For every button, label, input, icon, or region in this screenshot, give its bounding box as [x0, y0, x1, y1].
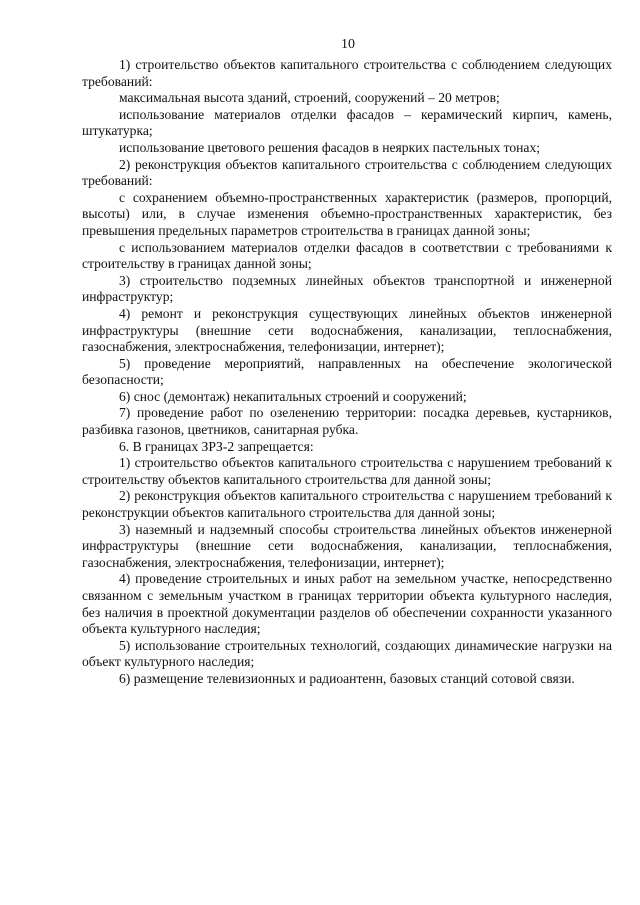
paragraph: с сохранением объемно-пространственных характеристик (размеров, пропорций, высоты) или, в случае изменения объемно-пространственных характеристик, без превышения предельных параметров строительства в границах данной зоны;	[82, 189, 612, 238]
paragraph: 1) строительство объектов капитального строительства с нарушением требований к строительству объектов капитального строительства для данной зоны;	[82, 455, 612, 487]
page-number: 10	[341, 37, 355, 52]
paragraph: 2) реконструкция объектов капитального строительства с соблюдением следующих требований:	[82, 156, 612, 189]
paragraph: использование материалов отделки фасадов – керамический кирпич, камень, штукатурка;	[82, 106, 612, 139]
paragraph: 2) реконструкция объектов капитального строительства с нарушением требований к реконструкции объектов капитального строительства для данной зоны;	[82, 488, 612, 521]
paragraph: 5) использование строительных технологий, создающих динамические нагрузки на объект культурного наследия;	[82, 637, 612, 670]
paragraph: 7) проведение работ по озеленению территории: посадка деревьев, кустарников, разбивка газонов, цветников, санитарная рубка.	[82, 405, 612, 438]
paragraph: 6) размещение телевизионных и радиоантенн, базовых станций сотовой связи.	[119, 670, 575, 686]
paragraph: 6) снос (демонтаж) некапитальных строений и сооружений;	[119, 388, 467, 404]
paragraph: максимальная высота зданий, строений, сооружений – 20 метров;	[119, 90, 500, 106]
paragraph: с использованием материалов отделки фасадов в соответствии с требованиями к строительству в границах данной зоны;	[82, 239, 612, 272]
document-body	[82, 57, 612, 688]
paragraph: 5) проведение мероприятий, направленных на обеспечение экологической безопасности;	[82, 355, 612, 388]
paragraph: использование цветового решения фасадов в неярких пастельных тонах;	[119, 139, 541, 155]
paragraph: 4) ремонт и реконструкция существующих линейных объектов инженерной инфраструктуры (внешние сети водоснабжения, канализации, теплоснабжения, газоснабжения, электроснабжения, телефонизации, интернет);	[82, 305, 612, 355]
paragraph: 4) проведение строительных и иных работ на земельном участке, непосредственно связанном с земельным участком в границах территории объекта культурного наследия, без наличия в проектной документации разделов об обеспечении сохранности указанного объекта культурного наследия;	[82, 571, 612, 637]
paragraph: 1) строительство объектов капитального строительства с соблюдением следующих требований:	[82, 57, 612, 89]
paragraph: 6. В границах ЗРЗ-2 запрещается:	[119, 438, 314, 454]
paragraph: 3) строительство подземных линейных объектов транспортной и инженерной инфраструктур;	[82, 272, 612, 305]
paragraph: 3) наземный и надземный способы строительства линейных объектов инженерной инфраструктуры (внешние сети водоснабжения, канализации, теплоснабжения, газоснабжения, электроснабжения, телефонизации, интернет);	[82, 521, 612, 570]
